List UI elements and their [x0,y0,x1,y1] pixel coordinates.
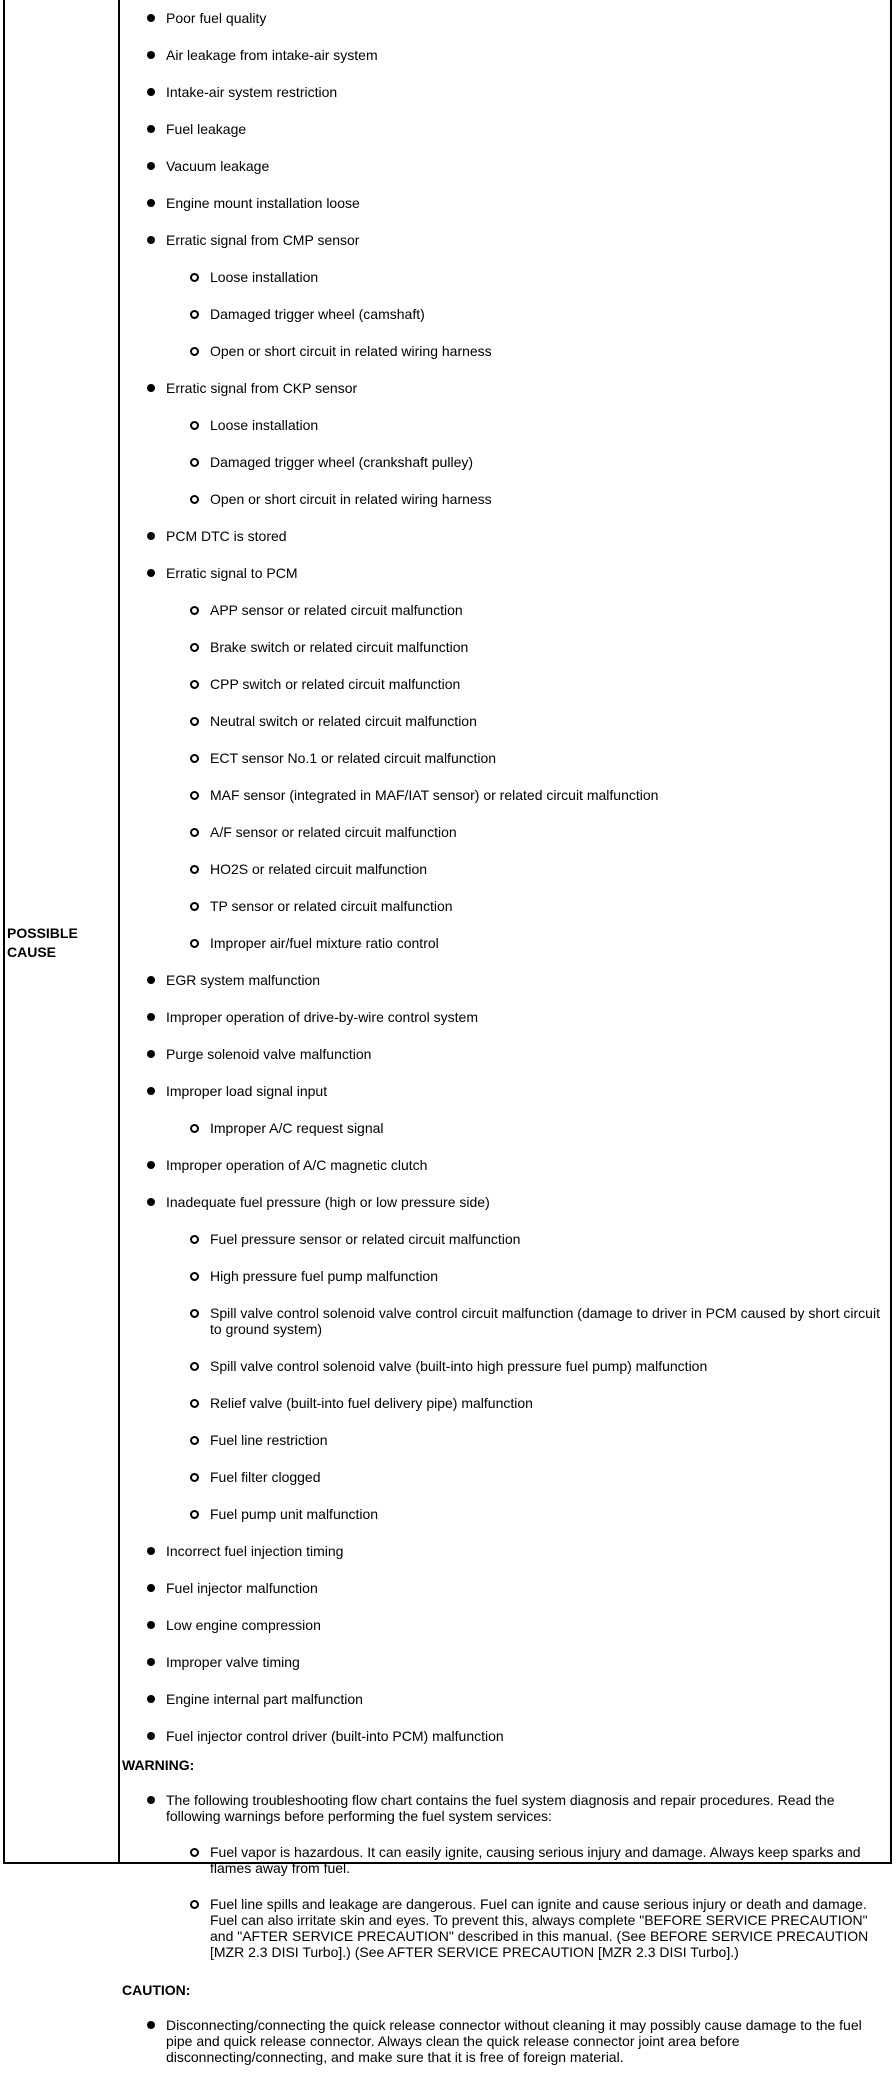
sub-cause-item [166,333,884,370]
bullet-icon [147,51,155,59]
sub-cause-item [166,592,884,629]
caution-item [122,2009,884,2077]
cause-item [122,1533,884,1570]
sub-cause-item [166,1459,884,1496]
hollow-bullet-icon [190,458,199,467]
sub-cause-text: Improper A/C request signal [210,1120,384,1136]
bullet-icon [147,1584,155,1592]
hollow-bullet-icon [190,606,199,615]
bullet-icon [147,1695,155,1703]
hollow-bullet-icon [190,1124,199,1133]
sub-cause-item [166,1258,884,1295]
hollow-bullet-icon [190,1473,199,1482]
hollow-bullet-icon [190,273,199,282]
cause-item [122,1607,884,1644]
sub-cause-item [166,777,884,814]
cause-text: Fuel injector malfunction [166,1580,318,1596]
warning-item [122,1784,884,1972]
cause-item [122,37,884,74]
hollow-bullet-icon [190,310,199,319]
sub-cause-list [166,1110,884,1147]
sub-cause-text: CPP switch or related circuit malfunction [210,676,461,692]
sub-cause-item [166,296,884,333]
bullet-icon [147,976,155,984]
bullet-icon [147,1547,155,1555]
cause-item [122,999,884,1036]
sub-cause-item [166,1295,884,1348]
sub-cause-text: A/F sensor or related circuit malfunction [210,824,457,840]
cause-text: Air leakage from intake-air system [166,47,378,63]
cause-text: Fuel injector control driver (built-into PCM) malfunction [166,1728,504,1744]
cause-item [122,1073,884,1147]
warning-subitem-text: Fuel line spills and leakage are dangerous. Fuel can ignite and cause serious injury or death and damage. Fuel can also irritate skin and eyes. To prevent this, always complete "BEFORE SERVICE PRECAUTION" and "AFTER SERVICE PRECAUTION" described in this manual. (See BEFORE SERVICE PRECAUTION [MZR 2.3 DISI Turbo].) (See AFTER SERVICE PRECAUTION [MZR 2.3 DISI Turbo].) [210,1896,869,1960]
sub-cause-item [166,851,884,888]
cause-item [122,518,884,555]
cause-text: Improper load signal input [166,1083,328,1099]
warning-heading: WARNING: [122,1757,195,1773]
sub-cause-item [166,925,884,962]
sub-cause-text: Spill valve control solenoid valve control circuit malfunction (damage to driver in PCM caused by short circuit to ground system) [210,1305,880,1337]
bullet-icon [147,125,155,133]
caution-list [122,2009,884,2077]
bullet-icon [147,14,155,22]
sub-cause-text: Fuel filter clogged [210,1469,321,1485]
bullet-icon [147,199,155,207]
bullet-icon [147,532,155,540]
caution-heading: CAUTION: [122,1982,191,1998]
hollow-bullet-icon [190,1309,199,1318]
cause-text: Engine mount installation loose [166,195,360,211]
sub-cause-text: Relief valve (built-into fuel delivery pipe) malfunction [210,1395,533,1411]
bullet-icon [147,1161,155,1169]
sub-cause-item [166,259,884,296]
sub-cause-list [166,592,884,962]
cause-item [122,1681,884,1718]
hollow-bullet-icon [190,421,199,430]
sub-cause-item [166,1385,884,1422]
sub-cause-text: High pressure fuel pump malfunction [210,1268,439,1284]
cause-item [122,962,884,999]
sub-cause-item [166,1348,884,1385]
cause-item [122,1644,884,1681]
cause-item [122,1718,884,1755]
sub-cause-list [166,259,884,370]
warning-text: The following troubleshooting flow chart contains the fuel system diagnosis and repair procedures. Read the following warnings before performing the fuel system services: [166,1792,835,1824]
sub-cause-text: Fuel pressure sensor or related circuit malfunction [210,1231,521,1247]
sub-cause-text: Damaged trigger wheel (camshaft) [210,306,425,322]
bullet-icon [147,236,155,244]
hollow-bullet-icon [190,939,199,948]
sub-cause-item [166,666,884,703]
sub-cause-text: ECT sensor No.1 or related circuit malfunction [210,750,497,766]
bullet-icon [147,162,155,170]
sub-cause-text: Loose installation [210,269,319,285]
hollow-bullet-icon [190,1510,199,1519]
cause-text: Erratic signal to PCM [166,565,298,581]
sub-cause-item [166,629,884,666]
sub-cause-item [166,740,884,777]
caution-text: Disconnecting/connecting the quick release connector without cleaning it may possibly cause damage to the fuel pipe and quick release connector. Always clean the quick release connector joint area before disconnecting/connecting, and make sure that it is free of foreign material. [166,2017,862,2065]
cause-text: Engine internal part malfunction [166,1691,363,1707]
cause-item [122,0,884,37]
cause-text: Inadequate fuel pressure (high or low pressure side) [166,1194,490,1210]
sub-cause-text: Improper air/fuel mixture ratio control [210,935,439,951]
cause-text: Incorrect fuel injection timing [166,1543,344,1559]
hollow-bullet-icon [190,1362,199,1371]
bullet-icon [147,1087,155,1095]
sub-cause-text: Fuel pump unit malfunction [210,1506,379,1522]
sub-cause-list [166,1221,884,1533]
cause-item [122,1570,884,1607]
warning-sublist [166,1836,884,1972]
bullet-icon [147,569,155,577]
hollow-bullet-icon [190,865,199,874]
hollow-bullet-icon [190,1272,199,1281]
cause-text: Low engine compression [166,1617,321,1633]
sub-cause-text: Loose installation [210,417,319,433]
sub-cause-text: HO2S or related circuit malfunction [210,861,428,877]
cause-text: Improper operation of drive-by-wire control system [166,1009,479,1025]
hollow-bullet-icon [190,643,199,652]
cause-text: Vacuum leakage [166,158,270,174]
cause-text: Poor fuel quality [166,10,267,26]
cause-item [122,555,884,962]
notes-section [122,1755,884,2077]
sub-cause-text: Damaged trigger wheel (crankshaft pulley) [210,454,474,470]
hollow-bullet-icon [190,1848,199,1857]
cause-text: Improper valve timing [166,1654,300,1670]
sub-cause-text: TP sensor or related circuit malfunction [210,898,453,914]
cause-text: Erratic signal from CMP sensor [166,232,360,248]
warning-subitem-text: Fuel vapor is hazardous. It can easily ignite, causing serious injury and damage. Always keep sparks and flames away from fuel. [210,1844,861,1876]
column-divider [118,0,120,1864]
cause-item [122,1036,884,1073]
sub-cause-item [166,888,884,925]
bullet-icon [147,1050,155,1058]
cause-text: Fuel leakage [166,121,247,137]
cause-item [122,148,884,185]
sub-cause-text: Open or short circuit in related wiring harness [210,343,492,359]
sub-cause-text: Fuel line restriction [210,1432,328,1448]
hollow-bullet-icon [190,680,199,689]
cause-item [122,1147,884,1184]
bullet-icon [147,1658,155,1666]
hollow-bullet-icon [190,828,199,837]
cause-text: Intake-air system restriction [166,84,338,100]
hollow-bullet-icon [190,347,199,356]
sub-cause-item [166,1496,884,1533]
bullet-icon [147,1013,155,1021]
hollow-bullet-icon [190,1399,199,1408]
cause-item [122,222,884,370]
warning-list [122,1784,884,1972]
bullet-icon [147,384,155,392]
cause-item [122,111,884,148]
warning-subitem [166,1888,884,1972]
hollow-bullet-icon [190,1436,199,1445]
sub-cause-item [166,814,884,851]
cause-item [122,74,884,111]
cause-text: Improper operation of A/C magnetic clutch [166,1157,428,1173]
bullet-icon [147,1198,155,1206]
sub-cause-text: Spill valve control solenoid valve (built-into high pressure fuel pump) malfunction [210,1358,708,1374]
cause-text: Purge solenoid valve malfunction [166,1046,372,1062]
bullet-icon [147,2021,155,2029]
sub-cause-item [166,481,884,518]
sub-cause-item [166,1221,884,1258]
cause-text: EGR system malfunction [166,972,321,988]
sub-cause-text: Open or short circuit in related wiring harness [210,491,492,507]
sub-cause-text: Brake switch or related circuit malfunction [210,639,469,655]
sub-cause-item [166,1110,884,1147]
cause-item [122,185,884,222]
cause-text: Erratic signal from CKP sensor [166,380,358,396]
bullet-icon [147,88,155,96]
cause-content [122,0,884,2077]
sub-cause-text: MAF sensor (integrated in MAF/IAT sensor) or related circuit malfunction [210,787,659,803]
hollow-bullet-icon [190,1900,199,1909]
hollow-bullet-icon [190,791,199,800]
hollow-bullet-icon [190,754,199,763]
cause-list [122,0,884,1755]
hollow-bullet-icon [190,717,199,726]
sub-cause-item [166,444,884,481]
hollow-bullet-icon [190,495,199,504]
hollow-bullet-icon [190,902,199,911]
bullet-icon [147,1796,155,1804]
bullet-icon [147,1732,155,1740]
sub-cause-item [166,407,884,444]
sub-cause-list [166,407,884,518]
cause-item [122,1184,884,1533]
row-label: POSSIBLE CAUSE [7,925,78,960]
sub-cause-text: Neutral switch or related circuit malfunction [210,713,477,729]
sub-cause-item [166,1422,884,1459]
sub-cause-item [166,703,884,740]
cause-text: PCM DTC is stored [166,528,287,544]
cause-item [122,370,884,518]
bullet-icon [147,1621,155,1629]
hollow-bullet-icon [190,1235,199,1244]
sub-cause-text: APP sensor or related circuit malfunction [210,602,463,618]
warning-subitem [166,1836,884,1888]
